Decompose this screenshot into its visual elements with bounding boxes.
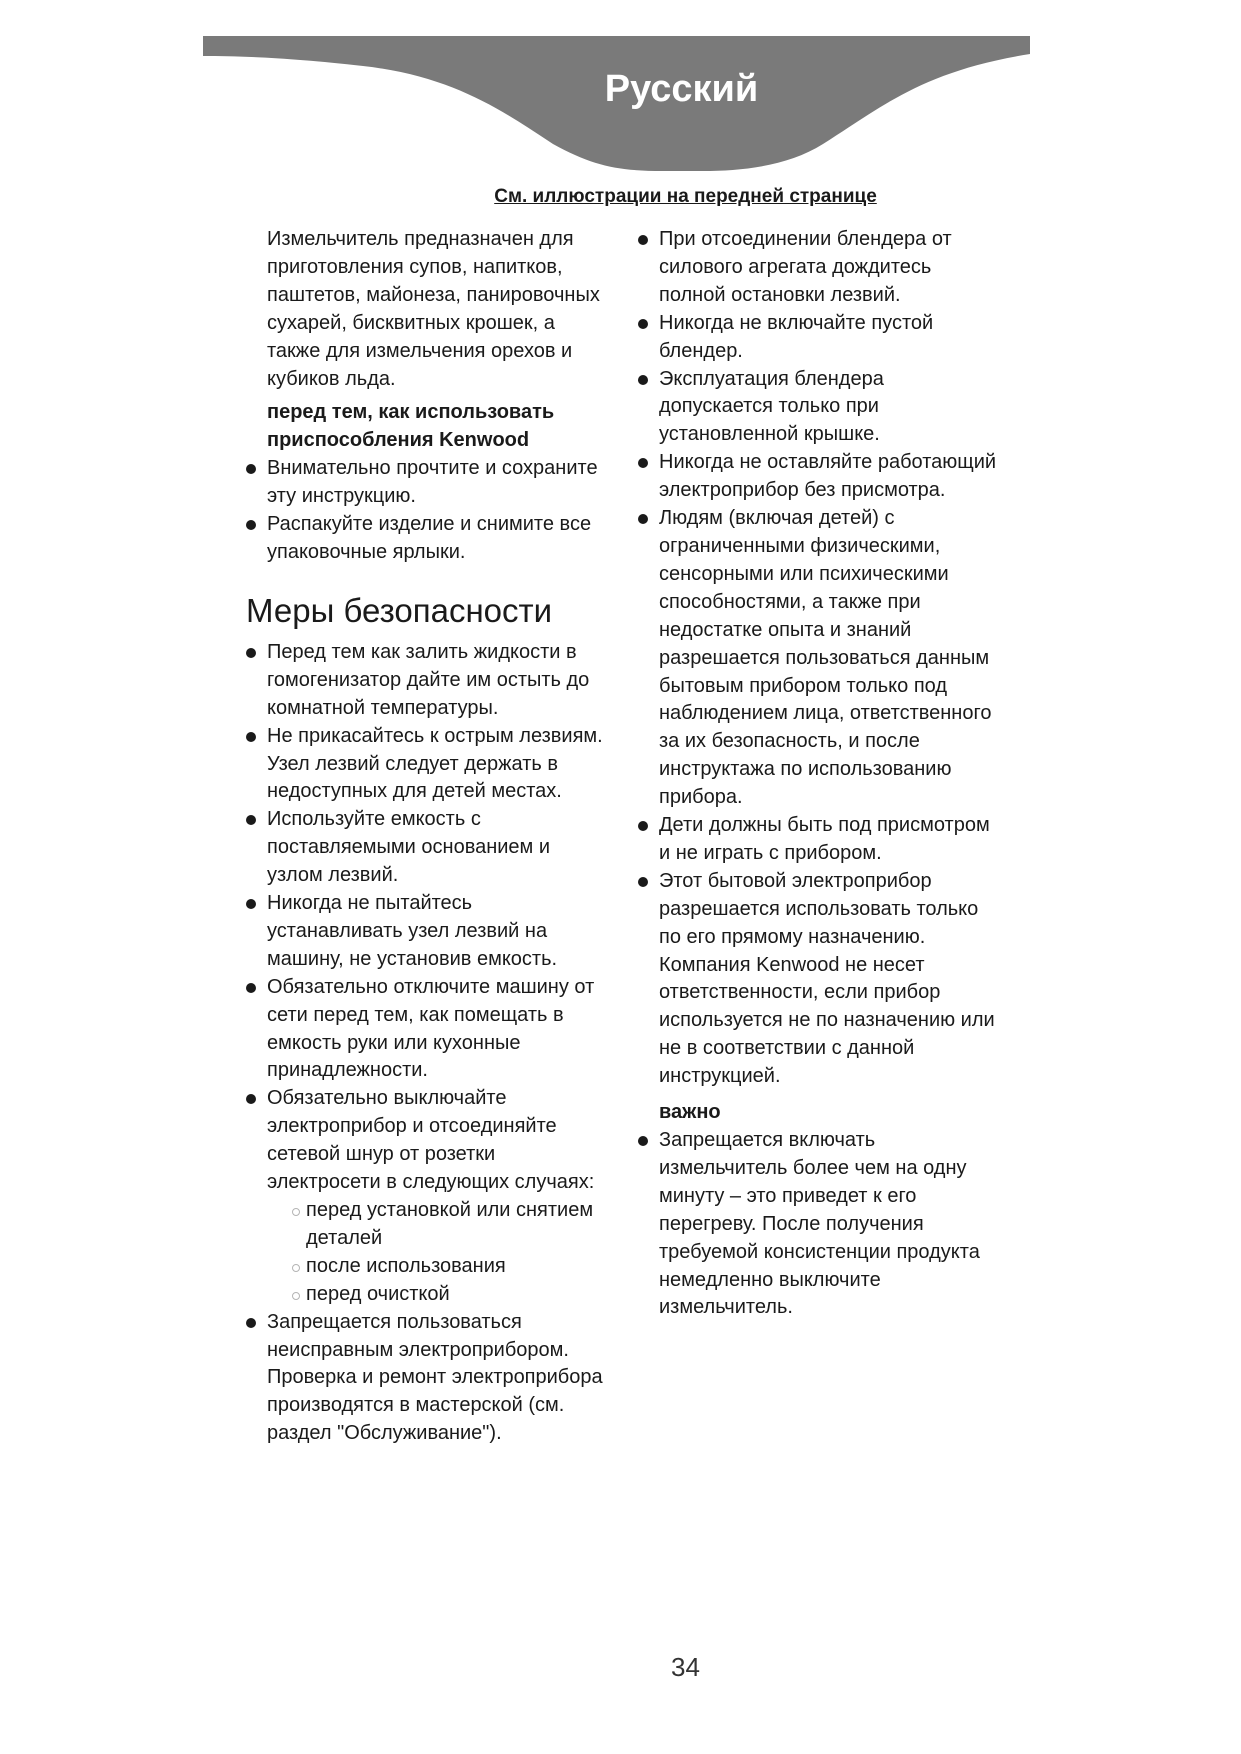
list-item: Внимательно прочтите и сохраните эту инструкцию.	[246, 455, 610, 511]
see-illustrations-note: См. иллюстрации на передней странице	[494, 186, 877, 207]
list-item: Обязательно выключайте электроприбор и отсоединяйте сетевой шнур от розетки электросети в следующих случаях: перед установкой или снятием деталей после использования перед очисткой	[246, 1085, 610, 1308]
bullet-icon	[638, 375, 648, 385]
list-item: При отсоединении блендера от силового агрегата дождитесь полной остановки лезвий.	[638, 226, 998, 310]
bullet-icon	[246, 899, 256, 909]
bullet-icon	[246, 1318, 256, 1328]
list-item: Запрещается пользоваться неисправным электроприбором. Проверка и ремонт электроприбора производятся в мастерской (см. раздел "Обслуживание").	[246, 1309, 610, 1449]
left-column	[246, 226, 610, 1448]
language-header-band	[203, 36, 1030, 171]
bullet-icon	[638, 458, 648, 468]
list-item: Никогда не включайте пустой блендер.	[638, 310, 998, 366]
intro-paragraph: Измельчитель предназначен для приготовления супов, напитков, паштетов, майонеза, панировочных сухарей, бисквитных крошек, а также для измельчения орехов и кубиков льда.	[267, 228, 600, 390]
hollow-bullet-icon	[292, 1208, 300, 1216]
bullet-icon	[638, 235, 648, 245]
list-item: Этот бытовой электроприбор разрешается использовать только по его прямому назначению. Компания Kenwood не несет ответственности, если прибор используется не по назначению или не в соответствии с данной инструкцией.	[638, 868, 998, 1091]
bullet-icon	[246, 464, 256, 474]
bullet-icon	[638, 514, 648, 524]
list-item: Никогда не пытайтесь устанавливать узел лезвий на машину, не установив емкость.	[246, 890, 610, 974]
sub-list-item: после использования	[292, 1253, 610, 1281]
language-title: Русский	[604, 68, 759, 110]
important-heading: важно	[659, 1101, 721, 1124]
list-item: Запрещается включать измельчитель более чем на одну минуту – это приведет к его перегреву. После получения требуемой консистенции продукта немедленно выключите измельчитель.	[638, 1127, 998, 1322]
before-use-heading: перед тем, как использовать приспособления Kenwood	[267, 401, 555, 452]
hollow-bullet-icon	[292, 1292, 300, 1300]
bullet-icon	[246, 1094, 256, 1104]
bullet-icon	[638, 877, 648, 887]
sub-list-item: перед очисткой	[292, 1281, 610, 1309]
bullet-icon	[246, 648, 256, 658]
bullet-icon	[246, 983, 256, 993]
right-column	[638, 226, 998, 1322]
list-item: Людям (включая детей) с ограниченными физическими, сенсорными или психическими способностями, а также при недостатке опыта и знаний разрешается пользоваться данным бытовым прибором только под наблюдением лица, ответственного за их безопасность, и после инструктажа по использованию прибора.	[638, 505, 998, 812]
before-use-list	[246, 455, 610, 567]
list-item: Перед тем как залить жидкости в гомогенизатор дайте им остыть до комнатной температуры.	[246, 639, 610, 723]
list-item: Распакуйте изделие и снимите все упаковочные ярлыки.	[246, 511, 610, 567]
safety-heading: Меры безопасности	[246, 591, 553, 629]
bullet-icon	[638, 821, 648, 831]
important-list	[638, 1127, 998, 1322]
page-number: 34	[671, 1652, 700, 1682]
sub-list-item: перед установкой или снятием деталей	[292, 1197, 610, 1253]
list-item: Не прикасайтесь к острым лезвиям. Узел лезвий следует держать в недоступных для детей местах.	[246, 723, 610, 807]
list-item: Эксплуатация блендера допускается только при установленной крышке.	[638, 366, 998, 450]
safety-list	[246, 639, 610, 1448]
list-item: Используйте емкость с поставляемыми основанием и узлом лезвий.	[246, 806, 610, 890]
bullet-icon	[638, 1136, 648, 1146]
list-item: Никогда не оставляйте работающий электроприбор без присмотра.	[638, 449, 998, 505]
hollow-bullet-icon	[292, 1264, 300, 1272]
safety-list-continued	[638, 226, 998, 1091]
list-item: Дети должны быть под присмотром и не играть с прибором.	[638, 812, 998, 868]
bullet-icon	[638, 319, 648, 329]
bullet-icon	[246, 732, 256, 742]
bullet-icon	[246, 520, 256, 530]
unplug-cases-list	[267, 1197, 610, 1309]
bullet-icon	[246, 815, 256, 825]
list-item: Обязательно отключите машину от сети перед тем, как помещать в емкость руки или кухонные принадлежности.	[246, 974, 610, 1086]
